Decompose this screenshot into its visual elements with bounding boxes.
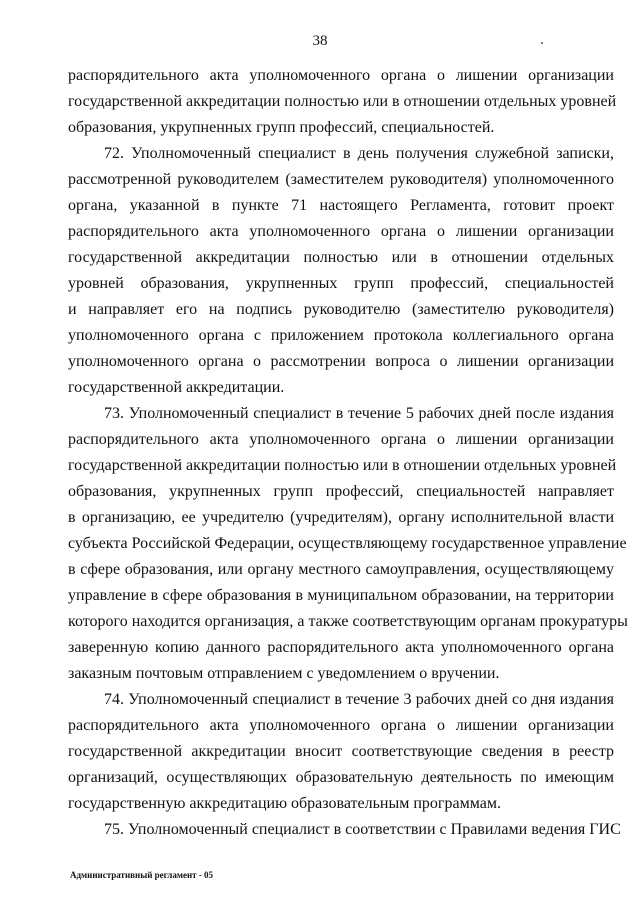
text-line: распорядительного акта уполномоченного органа о лишении организации: [68, 717, 614, 734]
paragraph: [68, 63, 617, 141]
text-line: в сфере образования, или органу местного самоуправления, осуществляющему: [68, 561, 614, 578]
text-line: уполномоченного органа с приложением протокола коллегиального органа: [68, 327, 614, 344]
text-line: которого находится организация, а также соответствующим органам прокуратуры: [68, 613, 628, 630]
text-line: рассмотренной руководителем (заместителем руководителя) уполномоченного: [68, 171, 614, 188]
text-line: распорядительного акта уполномоченного органа о лишении организации: [68, 431, 614, 448]
text-line: субъекта Российской Федерации, осуществляющему государственное управление: [68, 535, 627, 552]
text-line: государственной аккредитации.: [68, 379, 285, 396]
paragraph: [68, 687, 614, 817]
text-line: заверенную копию данного распорядительного акта уполномоченного органа: [68, 639, 614, 656]
text-line: 74. Уполномоченный специалист в течение 3 рабочих дней со дня издания: [104, 691, 614, 708]
text-line: 72. Уполномоченный специалист в день получения служебной записки,: [104, 145, 614, 162]
scan-speck: [541, 42, 543, 44]
footer-text: Административный регламент - 05: [70, 870, 214, 880]
text-line: 75. Уполномоченный специалист в соответствии с Правилами ведения ГИС: [104, 821, 621, 838]
text-line: государственную аккредитацию образовательным программам.: [68, 795, 501, 812]
text-line: государственной аккредитации полностью или в отношении отдельных: [68, 249, 614, 266]
text-line: органа, указанной в пункте 71 настоящего Регламента, готовит проект: [68, 197, 614, 214]
text-line: государственной аккредитации полностью или в отношении отдельных уровней: [68, 93, 617, 110]
text-line: уполномоченного органа о рассмотрении вопроса о лишении организации: [68, 353, 614, 370]
document-body: [68, 63, 628, 843]
text-line: 73. Уполномоченный специалист в течение 5 рабочих дней после издания: [104, 405, 614, 422]
text-line: распорядительного акта уполномоченного органа о лишении организации: [68, 223, 614, 240]
text-line: управление в сфере образования в муниципальном образовании, на территории: [68, 587, 614, 604]
paragraph: [68, 141, 614, 401]
text-line: заказным почтовым отправлением с уведомлением о вручении.: [68, 665, 500, 682]
text-line: уровней образования, укрупненных групп профессий, специальностей: [68, 275, 614, 292]
text-line: образования, укрупненных групп профессий, специальностей.: [68, 119, 495, 136]
text-line: организаций, осуществляющих образовательную деятельность по имеющим: [68, 769, 614, 786]
text-line: и направляет его на подпись руководителю (заместителю руководителя): [68, 301, 614, 318]
text-line: образования, укрупненных групп профессий, специальностей направляет: [68, 483, 614, 500]
paragraph: [68, 817, 621, 843]
paragraph: [68, 401, 628, 687]
page-number: 38: [312, 33, 328, 49]
text-line: государственной аккредитации полностью или в отношении отдельных уровней: [68, 457, 617, 474]
text-line: в организацию, ее учредителю (учредителям), органу исполнительной власти: [68, 509, 614, 526]
text-line: распорядительного акта уполномоченного органа о лишении организации: [68, 67, 614, 84]
text-line: государственной аккредитации вносит соответствующие сведения в реестр: [68, 743, 614, 760]
